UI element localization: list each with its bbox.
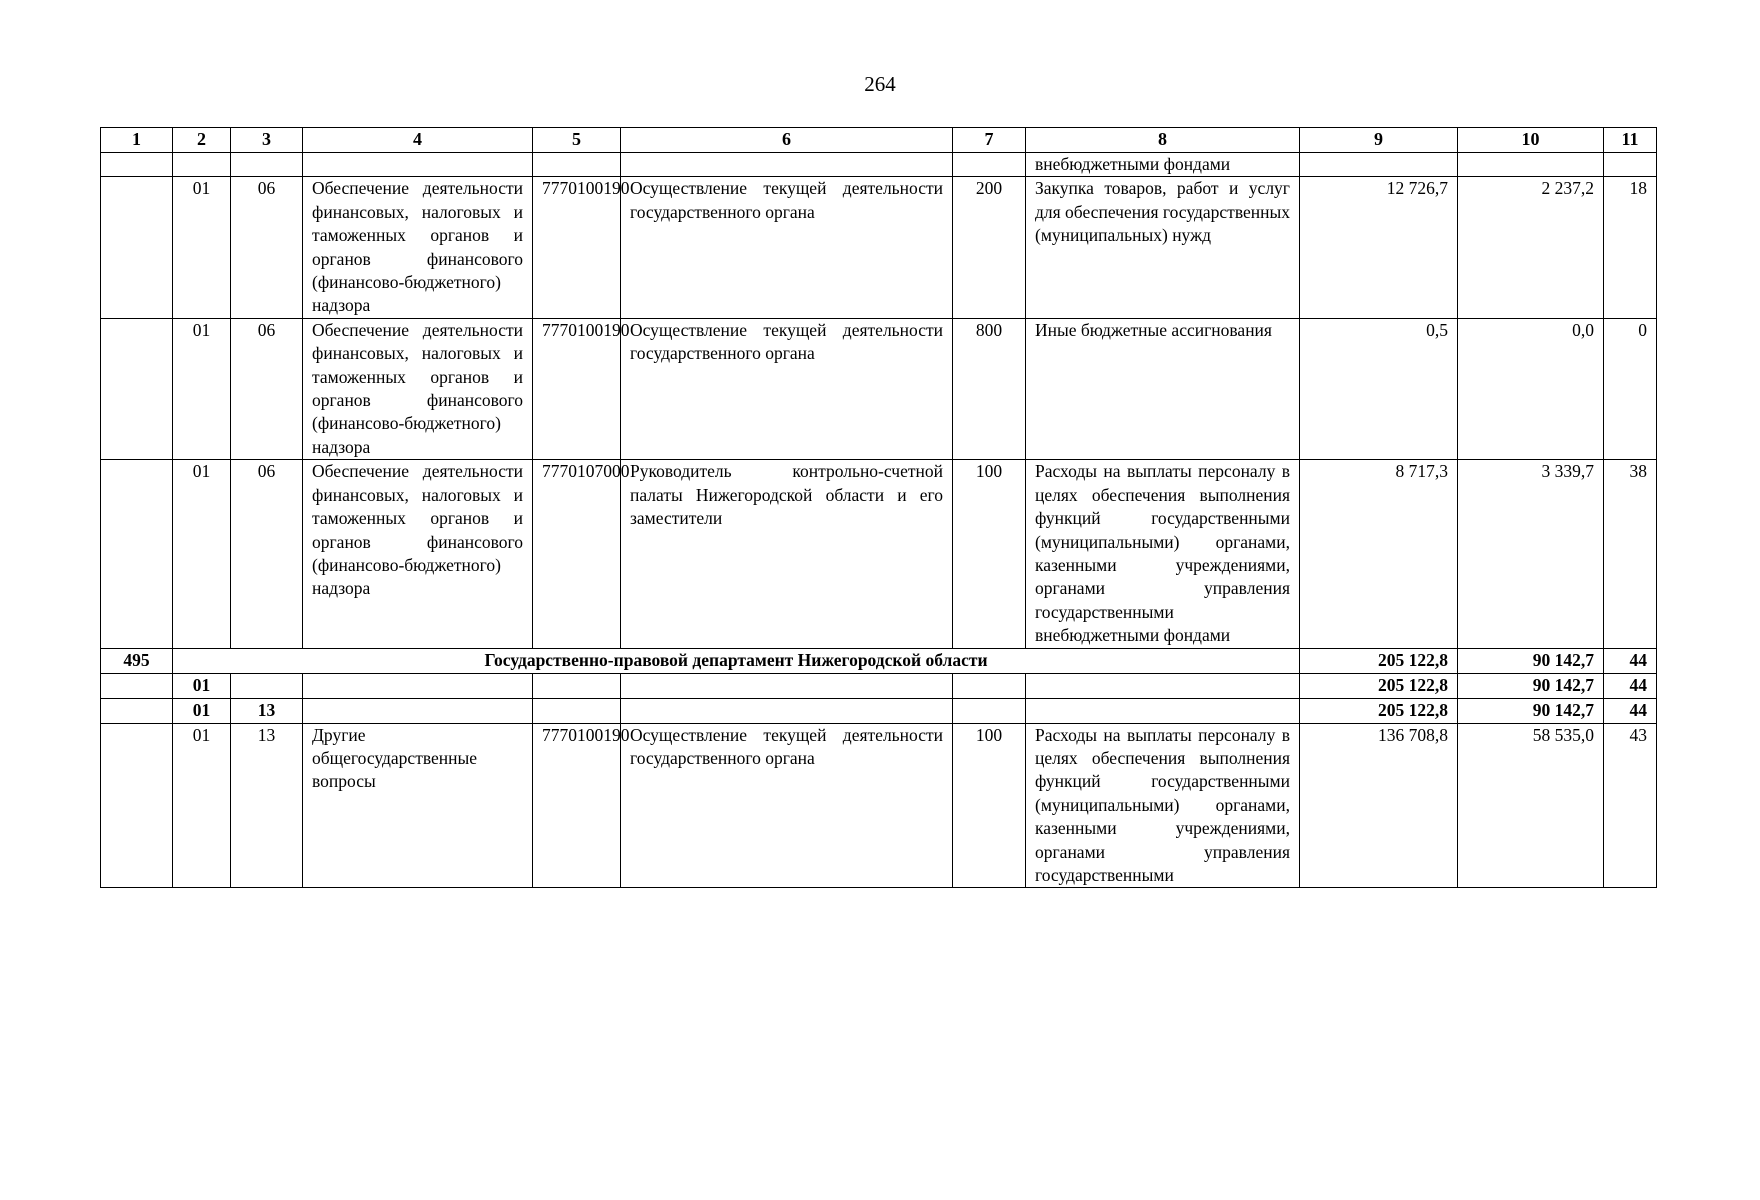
subsection-cell: 06 bbox=[231, 318, 303, 459]
plan-amount-cell: 136 708,8 bbox=[1300, 723, 1458, 888]
percent-cell: 0 bbox=[1604, 318, 1657, 459]
subsection-cell: 06 bbox=[231, 177, 303, 318]
subtotal-row bbox=[101, 698, 1657, 723]
actual-amount-cell: 90 142,7 bbox=[1458, 698, 1604, 723]
department-name-cell: Государственно-правовой департамент Нижегородской области bbox=[173, 648, 1300, 673]
page-number: 264 bbox=[864, 72, 896, 96]
header-cell: 8 bbox=[1026, 128, 1300, 153]
target-name-cell: Осуществление текущей деятельности государственного органа bbox=[621, 318, 953, 459]
header-cell: 5 bbox=[533, 128, 621, 153]
percent-cell: 44 bbox=[1604, 673, 1657, 698]
target-code-cell: 7770100190 bbox=[533, 723, 621, 888]
actual-amount-cell: 3 339,7 bbox=[1458, 460, 1604, 648]
actual-amount-cell: 90 142,7 bbox=[1458, 673, 1604, 698]
header-cell: 4 bbox=[303, 128, 533, 153]
expense-type-code-cell: 100 bbox=[953, 460, 1026, 648]
header-cell: 1 bbox=[101, 128, 173, 153]
percent-cell: 18 bbox=[1604, 177, 1657, 318]
plan-amount-cell: 205 122,8 bbox=[1300, 673, 1458, 698]
actual-amount-cell: 58 535,0 bbox=[1458, 723, 1604, 888]
continuation-row bbox=[101, 153, 1657, 177]
table-row bbox=[101, 723, 1657, 888]
table-row bbox=[101, 460, 1657, 648]
expense-type-name-cell: Закупка товаров, работ и услуг для обеспечения государственных (муниципальных) нужд bbox=[1026, 177, 1300, 318]
subsection-cell bbox=[231, 673, 303, 698]
percent-cell: 44 bbox=[1604, 698, 1657, 723]
subsection-name-cell: Обеспечение деятельности финансовых, налоговых и таможенных органов и органов финансового (финансово-бюджетного) надзора bbox=[303, 318, 533, 459]
section-cell: 01 bbox=[173, 673, 231, 698]
subsection-cell: 13 bbox=[231, 723, 303, 888]
expense-type-code-cell: 800 bbox=[953, 318, 1026, 459]
target-code-cell: 7770107000 bbox=[533, 460, 621, 648]
actual-amount-cell: 90 142,7 bbox=[1458, 648, 1604, 673]
actual-amount-cell: 0,0 bbox=[1458, 318, 1604, 459]
subtotal-row bbox=[101, 673, 1657, 698]
header-row bbox=[101, 128, 1657, 153]
section-cell: 01 bbox=[173, 177, 231, 318]
target-code-cell: 7770100190 bbox=[533, 318, 621, 459]
subsection-name-cell: Другие общегосударственные вопросы bbox=[303, 723, 533, 888]
header-cell: 2 bbox=[173, 128, 231, 153]
subsection-cell: 06 bbox=[231, 460, 303, 648]
expense-type-name-cell: Расходы на выплаты персоналу в целях обеспечения выполнения функций государственными (муниципальными) органами, казенными учреждениями, органами управления государственными внебюджетными фондами bbox=[1026, 460, 1300, 648]
plan-amount-cell: 205 122,8 bbox=[1300, 648, 1458, 673]
subsection-name-cell: Обеспечение деятельности финансовых, налоговых и таможенных органов и органов финансового (финансово-бюджетного) надзора bbox=[303, 460, 533, 648]
expense-type-name-cell: Иные бюджетные ассигнования bbox=[1026, 318, 1300, 459]
department-code-cell: 495 bbox=[101, 648, 173, 673]
header-cell: 9 bbox=[1300, 128, 1458, 153]
section-cell: 01 bbox=[173, 318, 231, 459]
subsection-cell: 13 bbox=[231, 698, 303, 723]
section-cell: 01 bbox=[173, 723, 231, 888]
actual-amount-cell: 2 237,2 bbox=[1458, 177, 1604, 318]
header-cell: 6 bbox=[621, 128, 953, 153]
header-cell: 3 bbox=[231, 128, 303, 153]
target-name-cell: Осуществление текущей деятельности государственного органа bbox=[621, 177, 953, 318]
header-cell: 11 bbox=[1604, 128, 1657, 153]
target-code-cell: 7770100190 bbox=[533, 177, 621, 318]
plan-amount-cell: 205 122,8 bbox=[1300, 698, 1458, 723]
expense-type-name-cell: Расходы на выплаты персоналу в целях обеспечения выполнения функций государственными (муниципальными) органами, казенными учреждениями, органами управления государственными bbox=[1026, 723, 1300, 888]
plan-amount-cell: 8 717,3 bbox=[1300, 460, 1458, 648]
department-row bbox=[101, 648, 1657, 673]
plan-amount-cell: 0,5 bbox=[1300, 318, 1458, 459]
section-cell: 01 bbox=[173, 698, 231, 723]
percent-cell: 38 bbox=[1604, 460, 1657, 648]
target-name-cell: Осуществление текущей деятельности государственного органа bbox=[621, 723, 953, 888]
header-cell: 7 bbox=[953, 128, 1026, 153]
plan-amount-cell: 12 726,7 bbox=[1300, 177, 1458, 318]
table-row bbox=[101, 177, 1657, 318]
table-row bbox=[101, 318, 1657, 459]
header-cell: 10 bbox=[1458, 128, 1604, 153]
section-cell: 01 bbox=[173, 460, 231, 648]
subsection-name-cell: Обеспечение деятельности финансовых, налоговых и таможенных органов и органов финансового (финансово-бюджетного) надзора bbox=[303, 177, 533, 318]
expense-type-code-cell: 200 bbox=[953, 177, 1026, 318]
percent-cell: 44 bbox=[1604, 648, 1657, 673]
budget-table bbox=[100, 127, 1657, 888]
target-name-cell: Руководитель контрольно-счетной палаты Нижегородской области и его заместители bbox=[621, 460, 953, 648]
recipient-type-cell: внебюджетными фондами bbox=[1026, 153, 1300, 177]
percent-cell: 43 bbox=[1604, 723, 1657, 888]
expense-type-code-cell: 100 bbox=[953, 723, 1026, 888]
